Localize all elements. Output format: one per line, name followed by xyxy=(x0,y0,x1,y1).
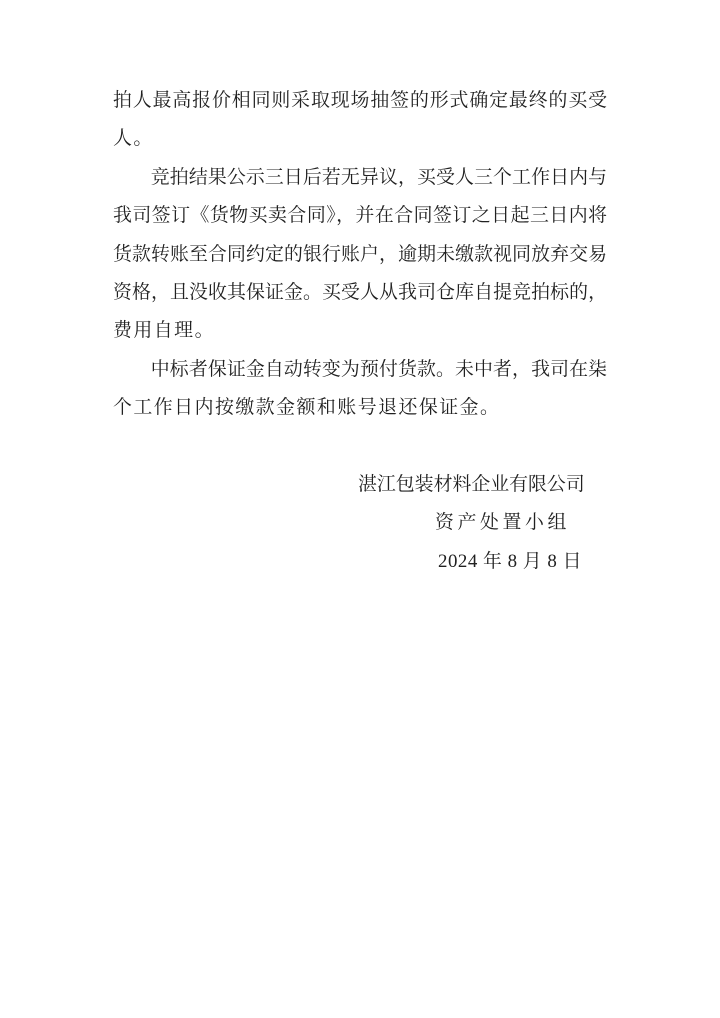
signature-company: 湛江包装材料企业有限公司 xyxy=(358,473,585,495)
document-body xyxy=(113,82,607,581)
body-text-line: 中标者保证金自动转变为预付货款。未中者，我司在柒 xyxy=(150,358,607,380)
body-text-line: 人。 xyxy=(113,128,154,150)
body-text-line: 资格，且没收其保证金。买受人从我司仓库自提竞拍标的， xyxy=(113,281,607,303)
body-text-line: 货款转账至合同约定的银行账户，逾期未缴款视同放弃交易 xyxy=(113,243,607,265)
body-text-line: 竞拍结果公示三日后若无异议，买受人三个工作日内与 xyxy=(150,166,607,188)
signature-team: 资产处置小组 xyxy=(435,512,570,534)
signature-date: 2024 年 8 月 8 日 xyxy=(438,550,582,572)
body-text-line: 拍人最高报价相同则采取现场抽签的形式确定最终的买受 xyxy=(113,90,607,111)
body-text-line: 费用自理。 xyxy=(113,320,215,342)
blank-line xyxy=(113,428,607,466)
body-text-line: 我司签订《货物买卖合同》，并在合同签订之日起三日内将 xyxy=(113,205,607,227)
body-text-line: 个工作日内按缴款金额和账号退还保证金。 xyxy=(113,397,501,419)
